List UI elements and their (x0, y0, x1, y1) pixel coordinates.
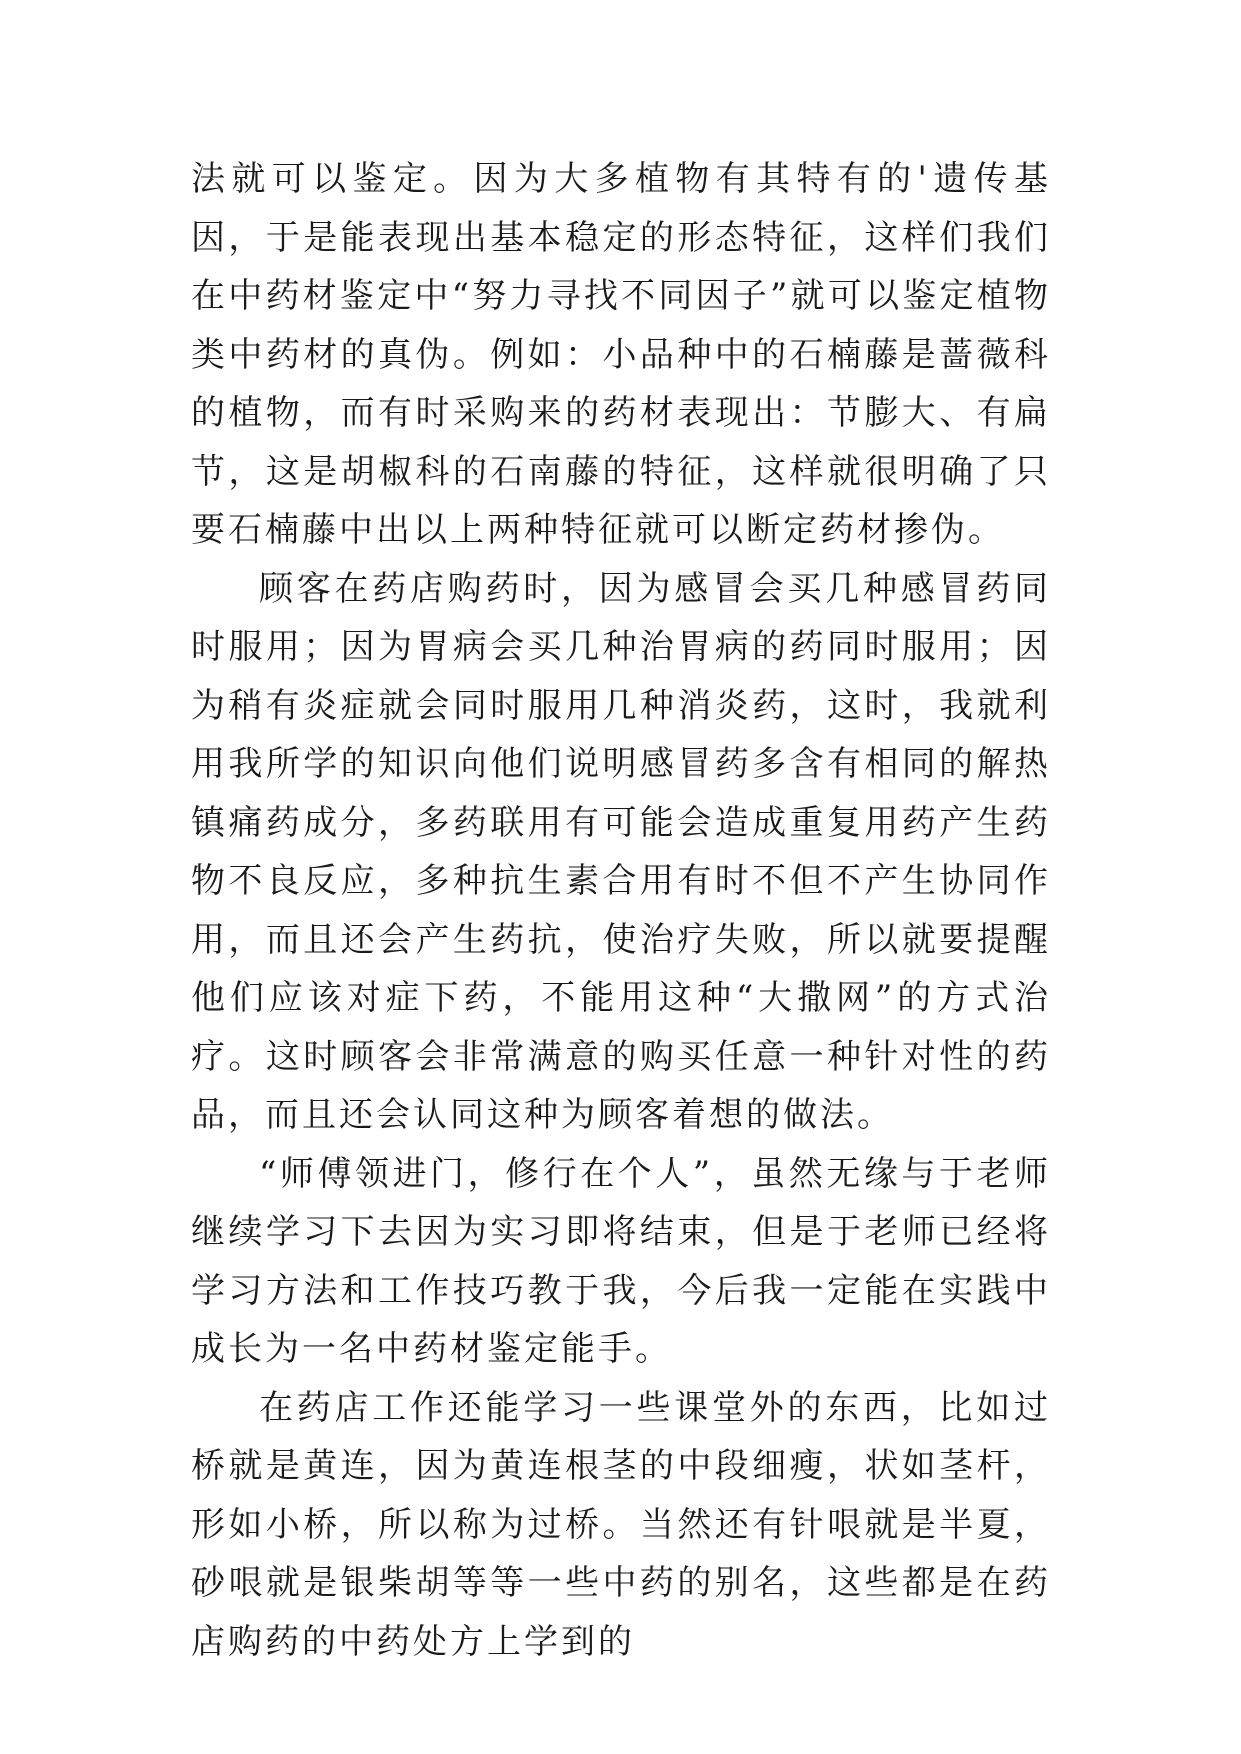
paragraph-2: 顾客在药店购药时，因为感冒会买几种感冒药同时服用；因为胃病会买几种治胃病的药同时服用；因为稍有炎症就会同时服用几种消炎药，这时，我就利用我所学的知识向他们说明感冒药多含有相同的解热镇痛药成分，多药联用有可能会造成重复用药产生药物不良反应，多种抗生素合用有时不但不产生协同作用，而且还会产生药抗，使治疗失败，所以就要提醒他们应该对症下药，不能用这种“大撒网”的方式治疗。这时顾客会非常满意的购买任意一种针对性的药品，而且还会认同这种为顾客着想的做法。 (191, 568, 1051, 1135)
paragraph-4: 在药店工作还能学习一些课堂外的东西，比如过桥就是黄连，因为黄连根茎的中段细瘦，状如茎杆，形如小桥，所以称为过桥。当然还有针哏就是半夏，砂哏就是银柴胡等等一些中药的别名，这些都是在药店购药的中药处方上学到的 (191, 1387, 1051, 1662)
document-body (191, 150, 1051, 1671)
paragraph-3: “师傅领进门，修行在个人”，虽然无缘与于老师继续学习下去因为实习即将结束，但是于老师已经将学习方法和工作技巧教于我，今后我一定能在实践中成长为一名中药材鉴定能手。 (191, 1153, 1051, 1369)
paragraph-1: 法就可以鉴定。因为大多植物有其特有的'遗传基因，于是能表现出基本稳定的形态特征，这样们我们在中药材鉴定中“努力寻找不同因子”就可以鉴定植物类中药材的真伪。例如：小品种中的石楠藤是蔷薇科的植物，而有时采购来的药材表现出：节膨大、有扁节，这是胡椒科的石南藤的特征，这样就很明确了只要石楠藤中出以上两种特征就可以断定药材掺伪。 (191, 159, 1051, 550)
